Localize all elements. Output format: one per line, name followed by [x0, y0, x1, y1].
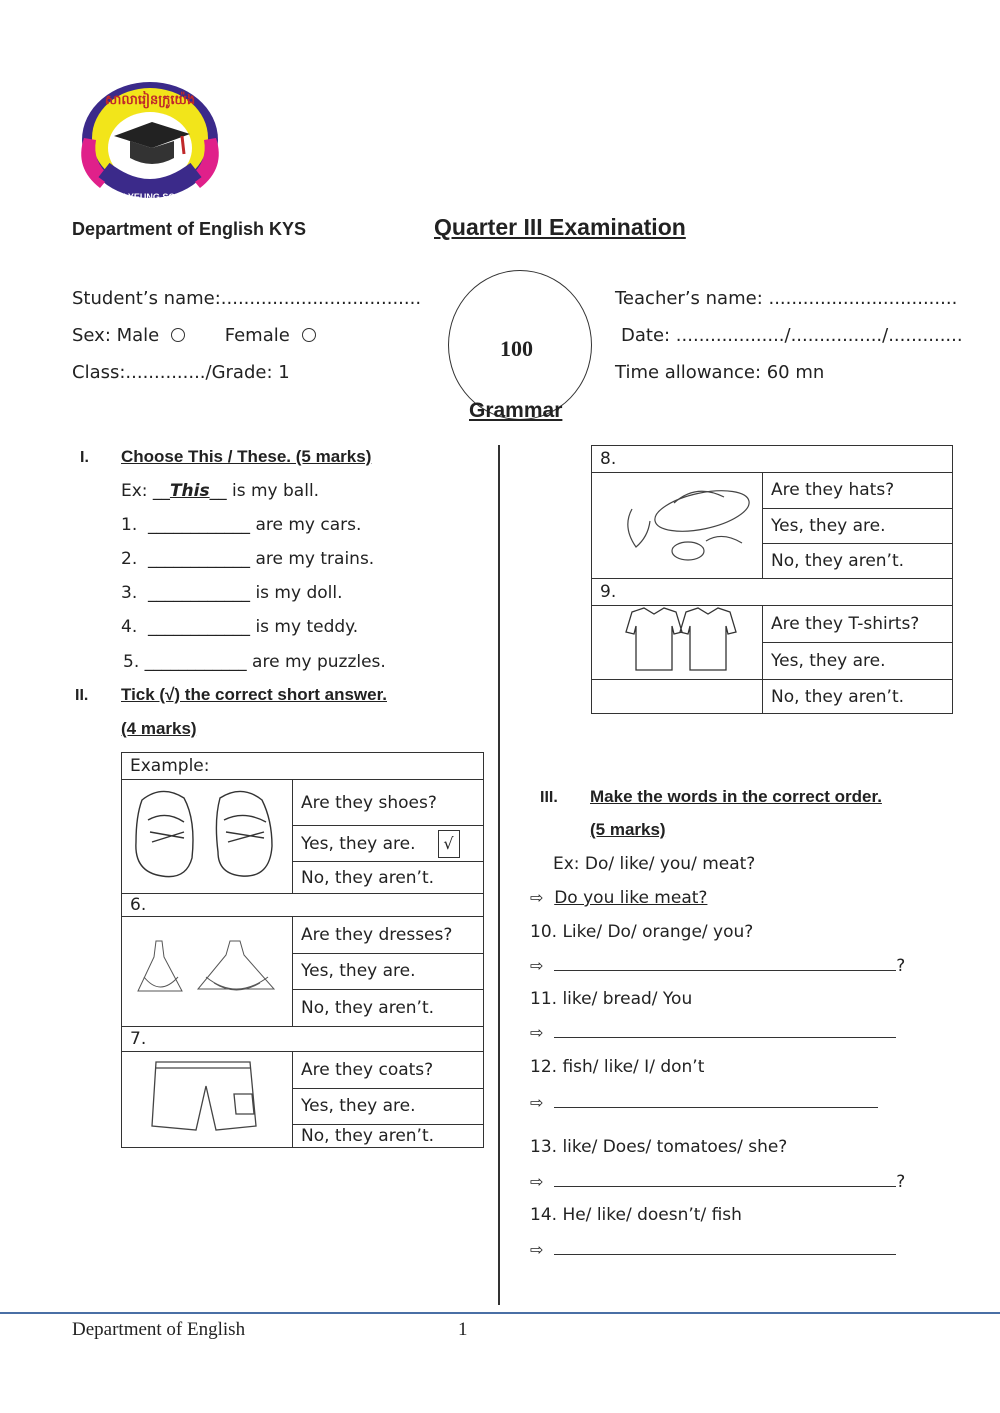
- question-cell: Are they dresses?: [293, 917, 484, 954]
- yes-text: Yes, they are.: [301, 833, 416, 854]
- shorts-image: [122, 1052, 293, 1148]
- shoes-image: [122, 780, 293, 894]
- end-mark: ?: [896, 1172, 906, 1192]
- answer-blank[interactable]: ____________: [148, 617, 251, 637]
- reorder-question: 13. like/ Does/ tomatoes/ she?: [530, 1137, 788, 1157]
- item-number: 5.: [123, 652, 140, 672]
- item-number: 2.: [121, 549, 138, 569]
- reorder-question: 14. He/ like/ doesn’t/ fish: [530, 1205, 742, 1225]
- item-text: is my teddy.: [255, 617, 359, 637]
- student-name-field[interactable]: Student’s name:...................................: [72, 288, 422, 309]
- logo-bottom-text: KROU YEUNG SCHOOL: [99, 192, 201, 202]
- hats-image: [592, 473, 763, 579]
- end-mark: ?: [896, 956, 906, 976]
- section1-example: [121, 481, 319, 501]
- answer-blank[interactable]: ____________: [148, 583, 251, 603]
- example-answer: Do you like meat?: [554, 888, 708, 908]
- item-number: 1.: [121, 515, 138, 535]
- column-divider: [498, 445, 500, 1305]
- logo-top-text: សាលារៀនក្រូយ៉េង: [104, 93, 196, 108]
- arrow-icon: ⇨: [530, 1240, 544, 1259]
- section3-marks: (5 marks): [590, 820, 666, 839]
- reorder-question: 10. Like/ Do/ orange/ you?: [530, 922, 754, 942]
- item-number: 3.: [121, 583, 138, 603]
- question-cell: Are they T-shirts?: [763, 606, 953, 643]
- example-answer: This: [169, 481, 210, 501]
- answer-row: [530, 1238, 896, 1260]
- example-suffix: __ is my ball.: [209, 481, 320, 501]
- arrow-icon: ⇨: [530, 1023, 544, 1042]
- answer-row: [530, 1091, 878, 1113]
- reorder-question: 12. fish/ like/ I/ don’t: [530, 1057, 705, 1077]
- section1-item: [121, 549, 374, 569]
- section3-number: III.: [540, 789, 558, 806]
- section1-item: [121, 515, 361, 535]
- footer-department: Department of English: [72, 1319, 246, 1340]
- empty-cell: [592, 680, 763, 714]
- male-label: Sex: Male: [72, 325, 160, 346]
- exam-title: Quarter III Examination: [434, 214, 686, 240]
- department-label: Department of English KYS: [72, 219, 307, 239]
- page-number: 1: [458, 1319, 468, 1340]
- tick-table-right: [591, 445, 953, 714]
- item-text: are my cars.: [255, 515, 362, 535]
- no-option[interactable]: No, they aren’t.: [293, 1125, 484, 1148]
- answer-row: [530, 954, 905, 976]
- section1-item: [121, 583, 343, 603]
- male-radio[interactable]: [171, 328, 185, 342]
- section2-number: II.: [75, 687, 89, 704]
- arrow-icon: ⇨: [530, 1172, 544, 1191]
- section1-item: [123, 652, 386, 672]
- date-field[interactable]: Date: .................../................/.............: [621, 325, 963, 346]
- yes-option[interactable]: Yes, they are.: [293, 953, 484, 990]
- item-text: are my puzzles.: [252, 652, 386, 672]
- class-field[interactable]: Class:............../Grade: 1: [72, 362, 290, 383]
- answer-row: [530, 1170, 905, 1192]
- tick-box[interactable]: √: [438, 830, 460, 858]
- arrow-icon: ⇨: [530, 1093, 544, 1112]
- item-number: 4.: [121, 617, 138, 637]
- answer-blank[interactable]: ____________: [148, 549, 251, 569]
- yes-option[interactable]: Yes, they are.: [763, 508, 953, 544]
- section1-item: [121, 617, 358, 637]
- answer-row: [530, 1021, 896, 1043]
- dresses-image: [122, 917, 293, 1027]
- section2-heading: Tick (√) the correct short answer.: [121, 685, 387, 704]
- section1-heading: Choose This / These. (5 marks): [121, 447, 372, 466]
- total-score: 100: [500, 336, 533, 361]
- section3-example-answer-row: [530, 888, 707, 908]
- time-allowance: Time allowance: 60 mn: [615, 362, 825, 383]
- table-row-label: 6.: [122, 894, 484, 917]
- question-cell: Are they hats?: [763, 473, 953, 509]
- table-row-label: 9.: [592, 579, 953, 606]
- sex-row: [72, 325, 316, 346]
- no-option[interactable]: No, they aren’t.: [293, 862, 484, 894]
- answer-blank[interactable]: ____________: [144, 652, 247, 672]
- section2-marks: (4 marks): [121, 719, 197, 738]
- arrow-icon: ⇨: [530, 956, 544, 975]
- example-prefix: Ex: __: [121, 481, 170, 501]
- answer-line[interactable]: [554, 954, 896, 971]
- table-row-label: Example:: [122, 753, 484, 780]
- female-label: Female: [224, 325, 290, 346]
- hats-icon: [592, 473, 762, 573]
- item-text: is my doll.: [255, 583, 343, 603]
- teacher-name-field[interactable]: Teacher’s name: .................................: [615, 288, 958, 309]
- no-option[interactable]: No, they aren’t.: [763, 680, 953, 714]
- tick-table-left: [121, 752, 484, 1148]
- item-text: are my trains.: [255, 549, 375, 569]
- shoes-icon: [122, 780, 292, 888]
- footer-divider: [0, 1312, 1000, 1314]
- table-row-label: 7.: [122, 1027, 484, 1052]
- answer-line[interactable]: [554, 1021, 896, 1038]
- answer-line[interactable]: [554, 1091, 878, 1108]
- question-cell: Are they coats?: [293, 1052, 484, 1089]
- answer-blank[interactable]: ____________: [148, 515, 251, 535]
- answer-line[interactable]: [554, 1238, 896, 1255]
- tshirts-image: [592, 606, 763, 680]
- yes-option[interactable]: Yes, they are.: [763, 643, 953, 680]
- answer-line[interactable]: [554, 1170, 896, 1187]
- yes-option[interactable]: [293, 826, 484, 862]
- school-logo: [70, 78, 230, 208]
- no-option[interactable]: No, they aren’t.: [293, 990, 484, 1027]
- arrow-icon: ⇨: [530, 888, 544, 907]
- section3-example: Ex: Do/ like/ you/ meat?: [553, 854, 756, 874]
- reorder-question: 11. like/ bread/ You: [530, 989, 693, 1009]
- yes-option[interactable]: Yes, they are.: [293, 1088, 484, 1125]
- female-radio[interactable]: [302, 328, 316, 342]
- tshirts-icon: [592, 606, 762, 674]
- section1-number: I.: [80, 449, 89, 466]
- no-option[interactable]: No, they aren’t.: [763, 544, 953, 579]
- question-cell: Are they shoes?: [293, 780, 484, 826]
- shorts-icon: [122, 1052, 292, 1142]
- table-row-label: 8.: [592, 446, 953, 473]
- dresses-icon: [122, 917, 292, 1021]
- section3-heading: Make the words in the correct order.: [590, 787, 882, 806]
- subject-heading: Grammar: [469, 399, 563, 422]
